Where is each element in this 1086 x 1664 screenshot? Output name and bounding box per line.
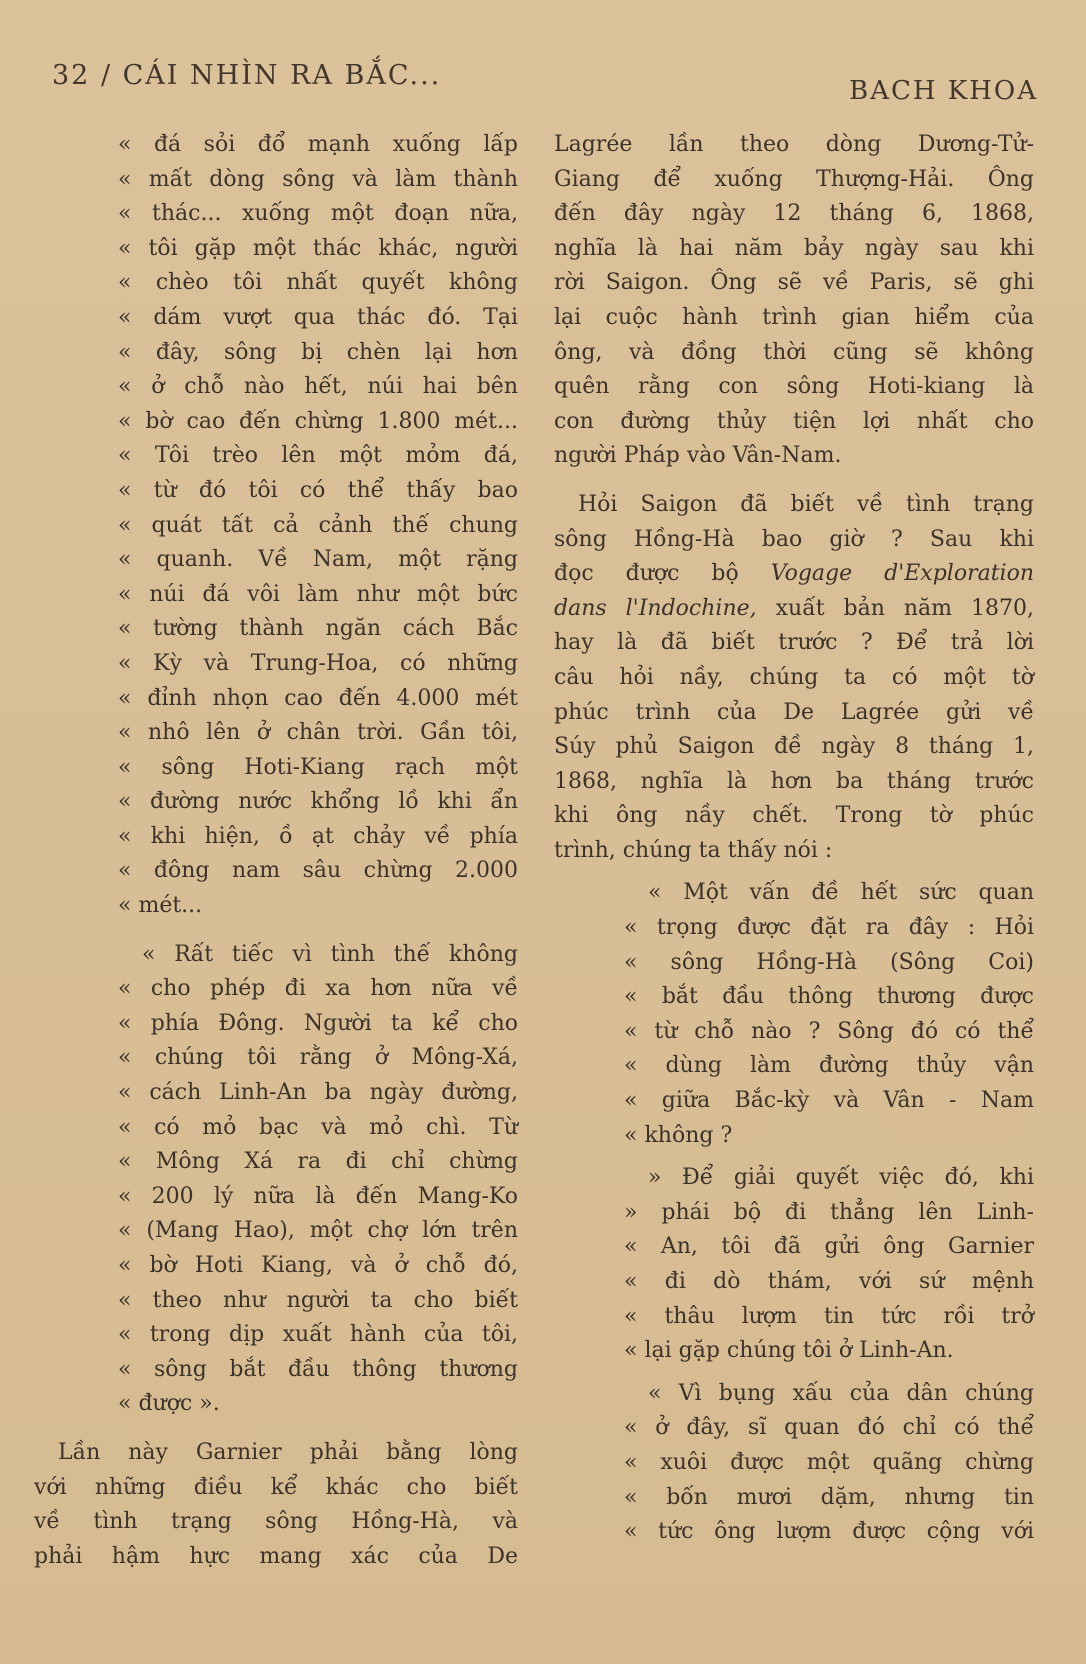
text-line: rời Saigon. Ông sẽ về Paris, sẽ ghi (554, 270, 1034, 296)
text-line: lại cuộc hành trình gian hiểm của (554, 304, 1034, 330)
text-line: ông, và đồng thời cũng sẽ không (554, 339, 1034, 365)
text-line: « Tôi trèo lên một mỏm đá, (118, 443, 518, 469)
text-line: « 200 lý nữa là đến Mang-Ko (118, 1183, 518, 1209)
quote-block-5 (554, 1377, 1034, 1550)
text-line: « từ đó tôi có thể thấy bao (118, 477, 518, 503)
text-line: « đông nam sâu chừng 2.000 (118, 858, 518, 884)
text-line: « Một vấn đề hết sức quan (648, 880, 1034, 906)
quote-block-2 (78, 938, 518, 1422)
text-line: « phía Đông. Người ta kể cho (118, 1010, 518, 1036)
text-line: Giang để xuống Thượng-Hải. Ông (554, 166, 1034, 192)
text-line: phúc trình của De Lagrée gửi về (554, 699, 1034, 725)
text-line: « dám vượt qua thác đó. Tại (118, 304, 518, 330)
text-line: « sông bắt đầu thông thương (118, 1356, 518, 1382)
text-line: sông Hồng-Hà bao giờ ? Sau khi (554, 526, 1034, 552)
text-line: Hỏi Saigon đã biết về tình trạng (578, 491, 1034, 517)
text-line: quên rằng con sông Hoti-kiang là (554, 374, 1034, 400)
text-line: đến đây ngày 12 tháng 6, 1868, (554, 201, 1034, 227)
text-line: Lagrée lần theo dòng Dương-Tử- (554, 132, 1034, 157)
text-line: Lần này Garnier phải bằng lòng (58, 1439, 518, 1465)
text-line: « An, tôi đã gửi ông Garnier (624, 1234, 1034, 1260)
text-line: Súy phủ Saigon đề ngày 8 tháng 1, (554, 734, 1034, 760)
quote-block-4 (554, 1161, 1034, 1369)
text-line: « đây, sông bị chèn lại hơn (118, 339, 518, 365)
text-line: « đá sỏi đổ mạnh xuống lấp (118, 132, 518, 157)
text-line: « ở đây, sĩ quan đó chỉ có thể (624, 1415, 1034, 1441)
text-line: « chúng tôi rằng ở Mông-Xá, (118, 1045, 518, 1071)
text-line: « không ? (624, 1122, 733, 1148)
text-line: « nhô lên ở chân trời. Gần tôi, (118, 720, 518, 746)
text-line: « từ chỗ nào ? Sông đó có thể (624, 1018, 1034, 1044)
text-line: « trong dịp xuất hành của tôi, (118, 1322, 518, 1348)
left-column (34, 128, 518, 1574)
text-line: » phái bộ đi thẳng lên Linh- (624, 1199, 1034, 1225)
text-line: « đỉnh nhọn cao đến 4.000 mét (118, 685, 518, 711)
text-line: « mất dòng sông và làm thành (118, 166, 518, 192)
running-header-journal: BACH KHOA (849, 76, 1038, 106)
text-line: về tình trạng sông Hồng-Hà, và (34, 1509, 518, 1535)
text-line: « cho phép đi xa hơn nữa về (118, 976, 518, 1002)
text-line: « bốn mươi dặm, nhưng tin (624, 1484, 1034, 1510)
text-line: « Mông Xá ra đi chỉ chừng (118, 1149, 518, 1175)
text-line: « được ». (118, 1391, 220, 1417)
text-line: « thâu lượm tin tức rồi trở (624, 1303, 1034, 1329)
book-title: dans l'Indochine, (554, 595, 757, 621)
text-line: trình, chúng ta thấy nói : (554, 837, 833, 863)
text-line: « ở chỗ nào hết, núi hai bên (118, 374, 518, 400)
text-line: « tường thành ngăn cách Bắc (118, 616, 518, 642)
text-line: « tôi gặp một thác khác, người (118, 235, 518, 261)
text-line: người Pháp vào Vân-Nam. (554, 443, 842, 469)
text-line: « sông Hồng-Hà (Sông Coi) (624, 949, 1034, 975)
text-line: « Kỳ và Trung-Hoa, có những (118, 650, 518, 676)
text-line: « sông Hoti-Kiang rạch một (118, 754, 518, 780)
text-line: « Rất tiếc vì tình thế không (142, 941, 518, 967)
text-line: « theo như người ta cho biết (118, 1287, 518, 1313)
body-paragraph (554, 488, 1034, 869)
text-line: « lại gặp chúng tôi ở Linh-An. (624, 1338, 954, 1364)
quote-block-3 (554, 876, 1034, 1153)
text-line: « đường nước khổng lồ khi ẩn (118, 789, 518, 815)
quote-block-1 (78, 128, 518, 924)
text-line: « xuôi được một quãng chừng (624, 1449, 1034, 1475)
right-column (554, 128, 1034, 1550)
text-line: khi ông nầy chết. Trong tờ phúc (554, 803, 1034, 829)
book-title: Vogage d'Exploration (770, 561, 1034, 587)
text-line: « bắt đầu thông thương được (624, 984, 1034, 1010)
text-line: « núi đá vôi làm như một bức (118, 581, 518, 607)
text-line: « quanh. Về Nam, một rặng (118, 547, 518, 573)
text-line: « (Mang Hao), một chợ lớn trên (118, 1218, 518, 1244)
body-paragraph (34, 1436, 518, 1574)
text-line: « trọng được đặt ra đây : Hỏi (624, 915, 1034, 941)
text-line: « giữa Bắc-kỳ và Vân - Nam (624, 1088, 1034, 1114)
text-line: » Để giải quyết việc đó, khi (648, 1165, 1034, 1191)
text-line: nghĩa là hai năm bảy ngày sau khi (554, 235, 1034, 261)
text-line: « quát tất cả cảnh thế chung (118, 512, 518, 538)
text-line: câu hỏi nầy, chúng ta có một tờ (554, 664, 1034, 690)
text-line: « chèo tôi nhất quyết không (118, 270, 518, 296)
text-line: với những điều kể khác cho biết (34, 1474, 518, 1500)
body-paragraph (554, 128, 1034, 474)
text-line: « cách Linh-An ba ngày đường, (118, 1080, 518, 1106)
text-line: đọc được bộ Vogage d'Exploration (554, 561, 1034, 587)
text-line: « thác... xuống một đoạn nữa, (118, 201, 518, 227)
text-line: hay là đã biết trước ? Để trả lời (554, 630, 1034, 656)
text-line: 1868, nghĩa là hơn ba tháng trước (554, 768, 1034, 794)
text-line: « khi hiện, ồ ạt chảy về phía (118, 823, 518, 849)
text-line: con đường thủy tiện lợi nhất cho (554, 408, 1034, 434)
text-line: « đi dò thám, với sứ mệnh (624, 1269, 1034, 1294)
text-line: dans l'Indochine, xuất bản năm 1870, (554, 595, 1034, 621)
text-line: « dùng làm đường thủy vận (624, 1053, 1034, 1079)
text-line: « Vì bụng xấu của dân chúng (648, 1380, 1034, 1406)
text-line: phải hậm hực mang xác của De (34, 1543, 518, 1569)
text-line: « có mỏ bạc và mỏ chì. Từ (118, 1114, 518, 1140)
running-header-title: 32 / CÁI NHÌN RA BẮC... (52, 60, 442, 91)
text-line: « mét... (118, 893, 203, 919)
text-line: « tức ông lượm được cộng với (624, 1519, 1034, 1545)
text-line: « bờ Hoti Kiang, và ở chỗ đó, (118, 1253, 518, 1278)
text-line: « bờ cao đến chừng 1.800 mét... (118, 408, 518, 434)
